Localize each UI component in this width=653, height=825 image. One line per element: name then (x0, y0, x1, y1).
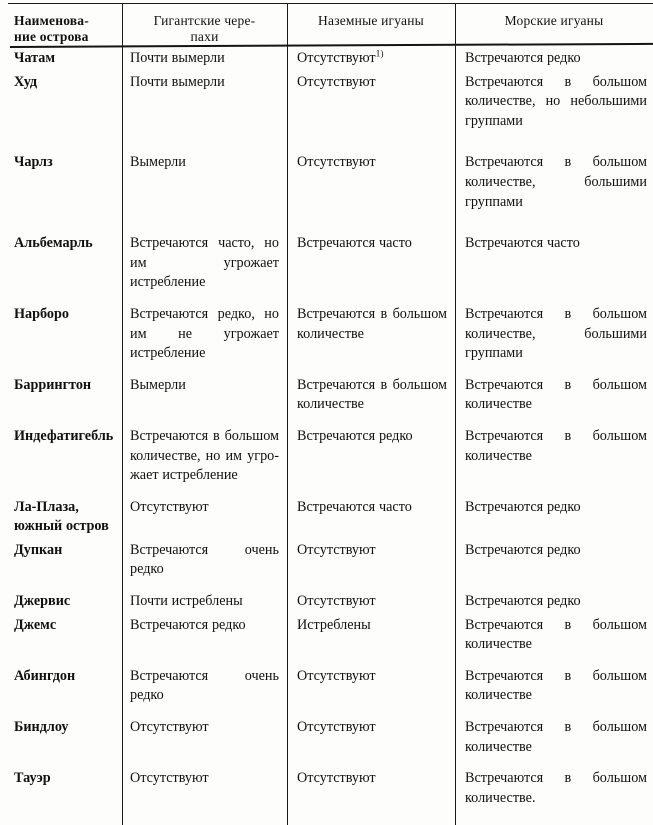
land-iguana-status: Отсутствуют (297, 719, 376, 736)
land-iguana-status: Отсутствуют (297, 770, 376, 787)
column-header-land-iguana (287, 0, 455, 45)
island-name: Баррингтон (14, 376, 92, 393)
land-iguana-status: Отсутствуют (297, 73, 376, 90)
column-header-marine-iguana (455, 0, 653, 45)
marine-iguana-status: Встречаются в большом количестве, большими группами (465, 305, 647, 362)
land-iguana-status: Встречаются часто (297, 498, 412, 515)
table-row (0, 537, 653, 588)
table-row (0, 612, 653, 663)
marine-iguana-status: Встречаются в большом количестве (465, 719, 647, 755)
giant-tortoise-status: Почти вымерли (130, 73, 225, 90)
island-name: Абингдон (14, 667, 76, 684)
land-iguana-status: Встречаются в большом количестве (297, 305, 447, 342)
table-row (0, 45, 653, 69)
table-row (0, 494, 653, 537)
island-name: Индефатигебль (14, 427, 114, 444)
giant-tortoise-status: Почти истреблены (130, 593, 243, 610)
table-row (0, 301, 653, 372)
island-name: Джервис (14, 593, 71, 610)
column-header-giant-tortoise-line-2: пахи (190, 29, 219, 44)
column-header-marine-iguana-line-1: Морские игуаны (504, 13, 604, 28)
land-iguana-status: Встречаются редко (297, 427, 413, 444)
table-body (0, 45, 653, 808)
table-row (0, 423, 653, 494)
island-name: Альбемарль (14, 235, 93, 252)
column-header-island-line-2: ние острова (14, 29, 89, 44)
table-header (0, 0, 653, 45)
table-row (0, 230, 653, 301)
table-row (0, 149, 653, 230)
island-name: Биндлоу (14, 719, 69, 736)
marine-iguana-status: Встречаются редко (465, 50, 581, 66)
table-row (0, 69, 653, 150)
column-header-island-line-1: Наименова- (14, 13, 89, 28)
land-iguana-status-text: Отсутствуют (297, 50, 376, 66)
island-name: Нарборо (14, 305, 70, 322)
giant-tortoise-status: Встречаются редко, но им не угрожает истребление (130, 305, 279, 362)
giant-tortoise-status: Отсутствуют (130, 498, 209, 515)
table-row (0, 588, 653, 612)
marine-iguana-status: Встречаются в большом количестве (465, 376, 647, 413)
column-header-giant-tortoise (122, 0, 287, 45)
island-name: Ла-Плаза, южный остров (14, 498, 109, 535)
giant-tortoise-status: Встречаются редко (130, 616, 246, 633)
marine-iguana-status: Встречаются в большом количестве (465, 667, 647, 704)
land-iguana-status: Отсутствуют (297, 154, 376, 171)
island-name: Тауэр (14, 770, 51, 787)
land-iguana-status: Отсутствуют (297, 541, 376, 558)
giant-tortoise-status: Встречаются очень редко (130, 541, 279, 578)
giant-tortoise-status: Вымерли (130, 154, 186, 171)
marine-iguana-status: Встречаются редко (465, 498, 581, 515)
land-iguana-status: Истреблены (297, 616, 371, 633)
giant-tortoise-status: Отсутствуют (130, 770, 209, 787)
giant-tortoise-status: Отсутствуют (130, 719, 209, 736)
marine-iguana-status: Встречаются в большом количестве, но небольшими группами (465, 73, 647, 129)
marine-iguana-status: Встречаются в большом количестве, большими группами (465, 154, 647, 210)
land-iguana-status: Отсутствуют (297, 667, 376, 684)
land-iguana-status (287, 45, 455, 69)
island-name: Худ (14, 73, 38, 90)
marine-iguana-status: Встречаются в большом количестве (465, 616, 647, 653)
table-row (0, 663, 653, 714)
land-iguana-status: Встречаются в большом количестве (297, 376, 447, 413)
footnote-marker: 1) (375, 49, 384, 60)
column-header-giant-tortoise-line-1: Гигантские чере- (153, 13, 256, 28)
giant-tortoise-status: Встречаются очень редко (130, 667, 279, 704)
giant-tortoise-status: Вымерли (130, 376, 186, 393)
table-header-row (0, 0, 653, 45)
table-row (0, 765, 653, 808)
land-iguana-status: Отсутствуют (297, 593, 376, 610)
column-header-island (0, 0, 122, 45)
island-name: Джемс (14, 616, 57, 633)
giant-tortoise-status: Почти вымерли (130, 50, 225, 66)
table-row (0, 372, 653, 423)
marine-iguana-status: Встречаются в большом количестве. (465, 770, 647, 806)
land-iguana-status: Встречаются часто (297, 235, 412, 252)
marine-iguana-status: Встречаются часто (465, 235, 580, 252)
marine-iguana-status: Встречаются редко (465, 593, 581, 610)
island-name: Дупкан (14, 541, 63, 558)
table-row (0, 714, 653, 765)
column-header-land-iguana-line-1: Наземные игуаны (318, 13, 424, 28)
marine-iguana-status: Встречаются в большом количестве (465, 427, 647, 464)
marine-iguana-status: Встречаются редко (465, 541, 581, 558)
island-name: Чатам (14, 50, 56, 66)
giant-tortoise-status: Встречаются часто, но им угрожает истребление (130, 235, 279, 291)
island-name: Чарлз (14, 154, 53, 171)
giant-tortoise-status: Встречаются в большом количестве, но им угрожает истребление (130, 427, 279, 484)
